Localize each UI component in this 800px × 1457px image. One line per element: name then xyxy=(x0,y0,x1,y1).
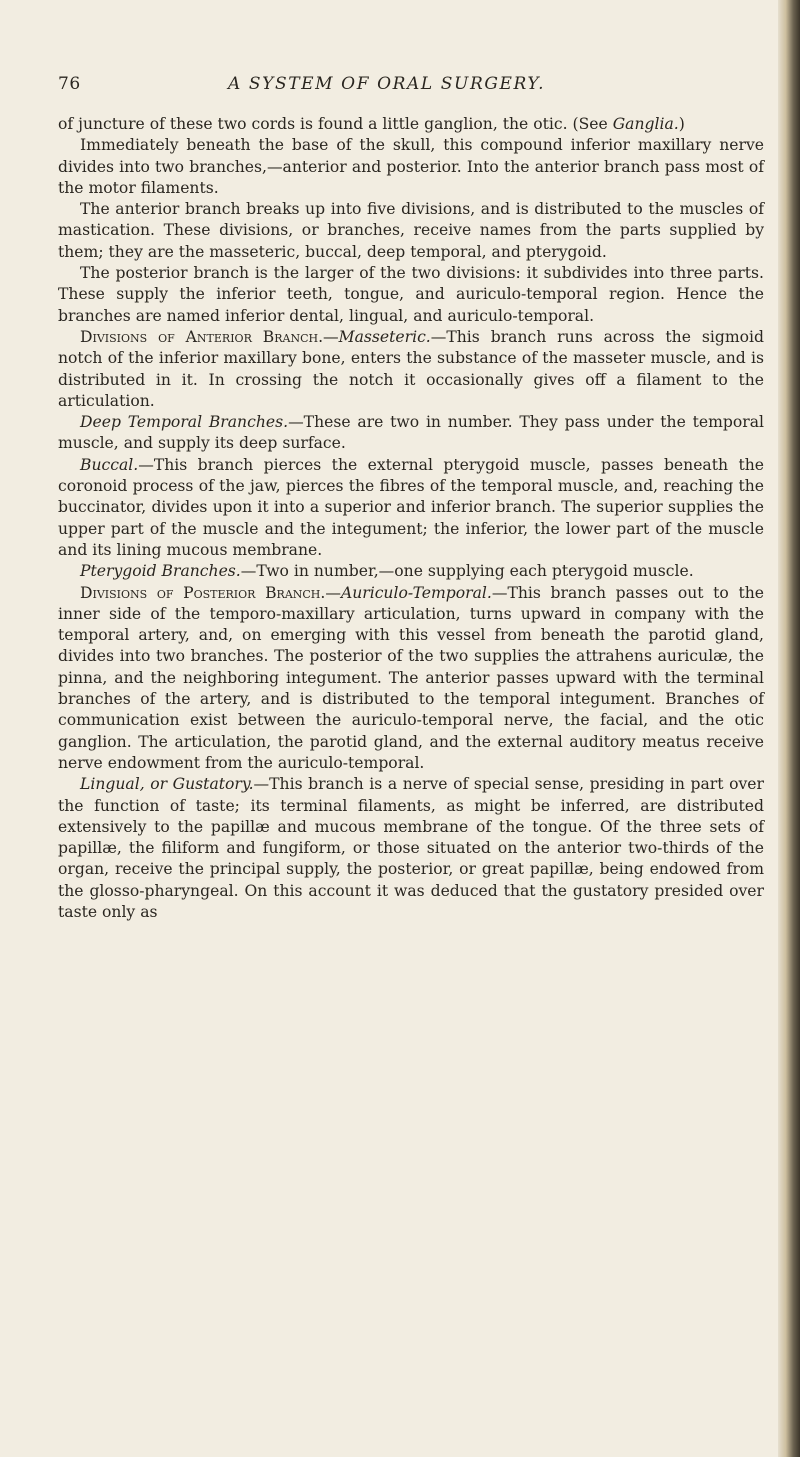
paragraph-1 xyxy=(58,114,764,135)
running-title: A SYSTEM OF ORAL SURGERY. xyxy=(228,74,546,94)
page-edge-shadow xyxy=(778,0,800,1457)
em-dash: — xyxy=(138,455,154,474)
paragraph-text: This branch runs across the sigmoid notch of the inferior maxillary bone, enters the substance of the masseter muscle, and is distributed in it. In crossing the notch it occasionally gives off a filament to the articulation. xyxy=(58,327,764,410)
paragraph-7 xyxy=(58,455,764,561)
body-text xyxy=(58,114,764,923)
subheading: Masseteric. xyxy=(338,327,431,346)
em-dash: — xyxy=(288,413,304,432)
paragraph-text: of juncture of these two cords is found a little ganglion, the otic. (See xyxy=(58,115,613,133)
cross-reference: Ganglia. xyxy=(612,115,679,133)
paragraph-text: Two in number,—one supplying each pterygoid muscle. xyxy=(256,562,694,581)
em-dash: — xyxy=(430,327,447,346)
paragraph-2: Immediately beneath the base of the skull, this compound inferior maxillary nerve divides into two branches,—anterior and posterior. Into the anterior branch pass most of the motor filaments. xyxy=(58,136,764,197)
paragraph-text: These are two in number. They pass under the temporal muscle, and supply its deep surface. xyxy=(58,413,764,453)
em-dash: — xyxy=(323,327,339,346)
subheading: Pterygoid Branches. xyxy=(80,562,241,581)
subheading: Auriculo-Temporal. xyxy=(340,583,492,602)
page-number: 76 xyxy=(58,74,81,94)
paragraph-text: ) xyxy=(678,115,685,133)
paragraph-3: The anterior branch breaks up into five divisions, and is distributed to the muscles of mastication. These divisions, or branches, receive names from the parts supplied by them; they are the masseteric, buccal, deep temporal, and pterygoid. xyxy=(58,200,764,261)
paragraph-8 xyxy=(58,561,764,582)
em-dash: — xyxy=(253,775,270,794)
page-header xyxy=(58,74,758,98)
section-heading: Divisions of Posterior Branch. xyxy=(80,583,326,602)
subheading: Lingual, xyxy=(80,775,145,794)
paragraph-6 xyxy=(58,412,764,455)
em-dash: — xyxy=(325,583,341,602)
paragraph-10 xyxy=(58,774,764,923)
paragraph-text: This branch is a nerve of special sense, presiding in part over the function of taste; its terminal filaments, as might be inferred, are distributed extensively to the papillæ and mucous membrane of the tongue. Of the three sets of papillæ, the filiform and fungiform, or those situated on the anterior two-thirds of the organ, receive the principal supply, the posterior, or great papillæ, being endowed from the glosso-pharyngeal. On this account it was deduced that the gustatory presided over taste only as xyxy=(58,775,764,921)
paragraph-9 xyxy=(58,583,764,775)
section-heading: Divisions of Anterior Branch. xyxy=(80,327,324,346)
subheading: Buccal. xyxy=(80,455,139,474)
paragraph-text: This branch passes out to the inner side of the temporo-maxillary articulation, turns upward in company with the temporal artery, and, on emerging with this vessel from beneath the parotid gland, divides into two branches. The posterior of the two supplies the attrahens auriculæ, the pinna, and the neighboring integument. The anterior passes upward with the terminal branches of the artery, and is distributed to the temporal integument. Branches of communication exist between the auriculo-temporal nerve, the facial, and the otic ganglion. The articulation, the parotid gland, and the external auditory meatus receive nerve endowment from the auriculo-temporal. xyxy=(58,583,764,772)
paragraph-text: This branch pierces the external pterygoid muscle, passes beneath the coronoid process of the jaw, pierces the fibres of the temporal muscle, and, reaching the buccinator, divides upon it into a superior and inferior branch. The superior supplies the upper part of the muscle and the integument; the inferior, the lower part of the muscle and its lining mucous membrane. xyxy=(58,455,764,559)
paragraph-4: The posterior branch is the larger of the two divisions: it subdivides into three parts. These supply the inferior teeth, tongue, and auriculo-temporal region. Hence the branches are named inferior dental, lingual, and auriculo-temporal. xyxy=(58,264,764,325)
paragraph-5 xyxy=(58,327,764,412)
subheading: Gustatory. xyxy=(172,775,254,794)
subheading-joiner: or xyxy=(144,775,173,794)
em-dash: — xyxy=(240,562,257,581)
subheading: Deep Temporal Branches. xyxy=(80,413,289,432)
em-dash: — xyxy=(491,583,508,602)
